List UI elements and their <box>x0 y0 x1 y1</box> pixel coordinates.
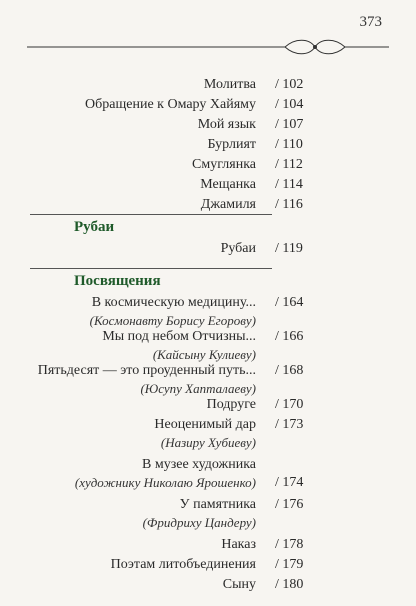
toc-entry-title: В музее художника <box>142 457 256 472</box>
toc-entry <box>0 576 416 596</box>
toc-entry <box>0 456 416 494</box>
toc-entry-title: Поэтам литобъединения <box>110 557 256 572</box>
toc-entry-title: Подруге <box>206 397 256 412</box>
toc-entry-title: Сыну <box>222 577 256 592</box>
toc-entry-title: Рубаи <box>220 241 256 256</box>
toc-entry-dedication: (художнику Николаю Ярошенко) <box>74 475 256 490</box>
toc-entry <box>0 116 416 136</box>
toc-entry <box>0 396 416 416</box>
toc-entry-page: / 107 <box>275 117 304 132</box>
toc-entry-page: / 116 <box>275 197 303 212</box>
page-number: 373 <box>359 14 382 30</box>
toc-entry <box>0 196 416 216</box>
toc-entry-title: Неоценимый дар <box>154 417 256 432</box>
toc-entry-dedication: (Юсупу Хапталаеву) <box>140 381 256 396</box>
toc-entry-page: / 180 <box>275 577 304 592</box>
toc-entry-page: / 164 <box>275 295 304 310</box>
section-heading-dedications: Посвящения <box>74 273 161 289</box>
toc-entry <box>0 76 416 96</box>
section-divider <box>30 268 272 269</box>
toc-entry <box>0 362 416 400</box>
toc-entry-page: / 110 <box>275 137 303 152</box>
toc-entry-title: Мы под небом Отчизны... <box>102 329 256 344</box>
toc-entry <box>0 416 416 454</box>
toc-entry-page: / 178 <box>275 537 304 552</box>
toc-entry-page: / 102 <box>275 77 304 92</box>
section-heading-rubai: Рубаи <box>74 219 115 235</box>
toc-entry-title: Пятьдесят — это проуденный путь... <box>37 363 256 378</box>
section-divider <box>30 214 272 215</box>
toc-entry-title: Молитва <box>203 77 256 92</box>
toc-entry-page: / 173 <box>275 417 304 432</box>
toc-entry <box>0 536 416 556</box>
toc-entry-page: / 176 <box>275 497 304 512</box>
toc-entry-title: Мещанка <box>200 177 256 192</box>
toc-entry-page: / 170 <box>275 397 304 412</box>
toc-entry <box>0 328 416 366</box>
toc-entry-title: Бурлият <box>207 137 256 152</box>
toc-entry <box>0 496 416 534</box>
toc-entry-title: Мой язык <box>197 117 256 132</box>
toc-entry-page: / 119 <box>275 241 303 256</box>
toc-entry-title: Наказ <box>221 537 256 552</box>
toc-entry-dedication: (Назиру Хубиеву) <box>160 435 256 450</box>
toc-entry-dedication: (Кайсыну Кулиеву) <box>152 347 256 362</box>
toc-entry <box>0 136 416 156</box>
toc-entry-page: / 114 <box>275 177 303 192</box>
toc-entry-page: / 174 <box>275 475 304 490</box>
toc-entry-dedication: (Космонавту Борису Егорову) <box>89 313 256 328</box>
toc-entry <box>0 294 416 332</box>
toc-entry-page: / 112 <box>275 157 303 172</box>
toc-entry-page: / 168 <box>275 363 304 378</box>
toc-entry <box>0 176 416 196</box>
toc-entry <box>0 556 416 576</box>
toc-entry <box>0 240 416 260</box>
toc-entry-dedication: (Фридриху Цандеру) <box>142 515 256 530</box>
toc-entry-title: Джамиля <box>200 197 256 212</box>
toc-entry-page: / 104 <box>275 97 304 112</box>
toc-entry-page: / 179 <box>275 557 304 572</box>
toc-entry <box>0 96 416 116</box>
toc-entry-title: Обращение к Омару Хайяму <box>85 97 256 112</box>
toc-entry-page: / 166 <box>275 329 304 344</box>
toc-entry-title: У памятника <box>179 497 256 512</box>
toc-entry-title: В космическую медицину... <box>91 295 256 310</box>
ornament-rule <box>27 36 389 58</box>
toc-entry-title: Смуглянка <box>192 157 256 172</box>
toc-entry <box>0 156 416 176</box>
